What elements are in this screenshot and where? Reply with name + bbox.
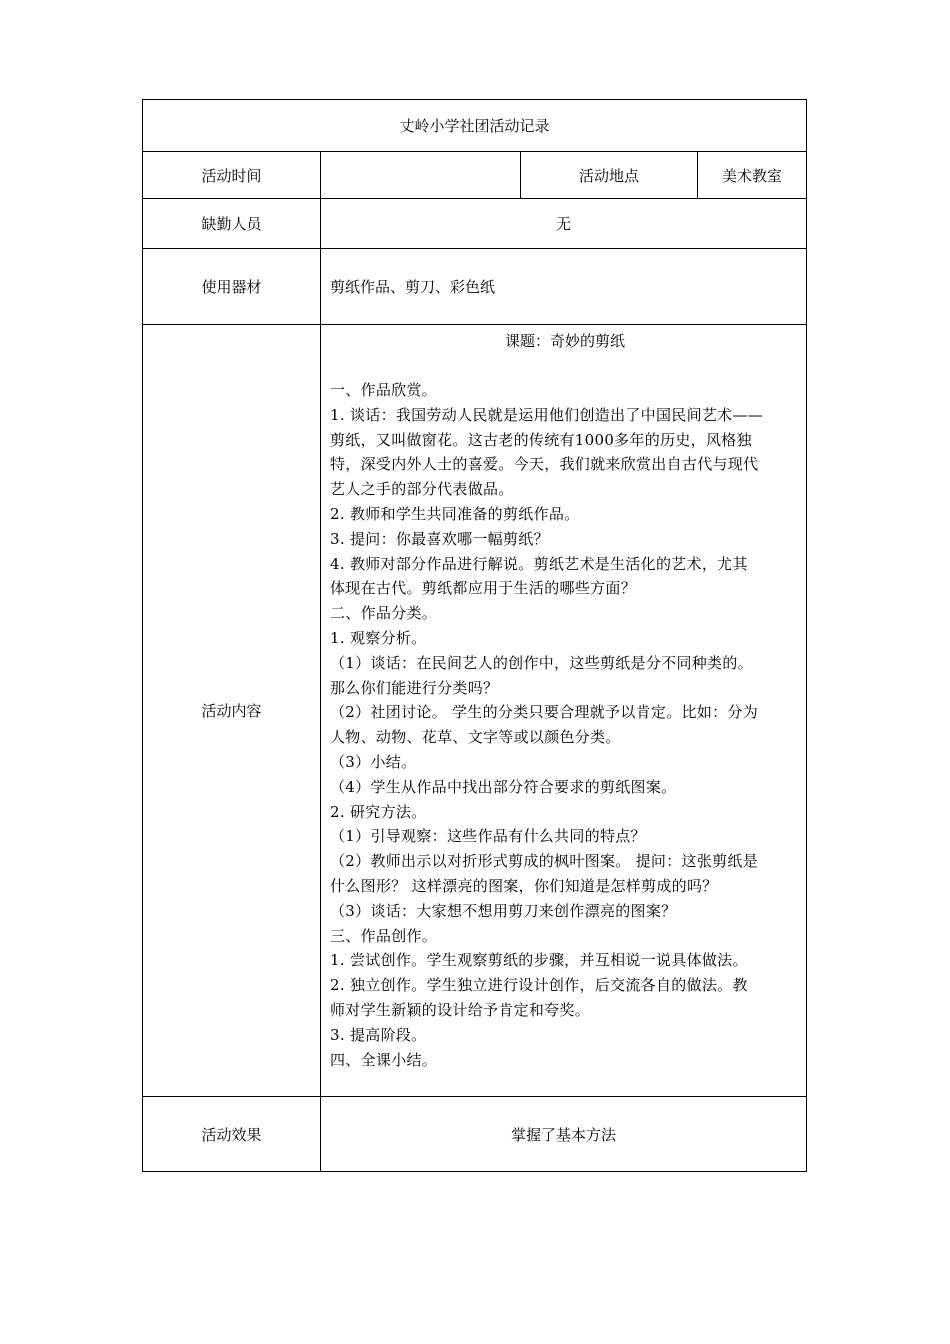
content-line: 那么你们能进行分类吗？ [330, 678, 499, 697]
content-line: 2. 独立创作。学生独立进行设计创作，后交流各自的做法。教 [330, 976, 748, 995]
content-line: 3. 提高阶段。 [330, 1025, 427, 1044]
content-line: 二、作品分类。 [330, 604, 438, 623]
time-value [321, 152, 521, 199]
effect-value: 掌握了基本方法 [321, 1097, 807, 1172]
content-line: 1. 谈话：我国劳动人民就是运用他们创造出了中国民间艺术—— [330, 405, 764, 424]
content-line: 剪纸，又叫做窗花。这古老的传统有1000多年的历史，风格独 [330, 430, 752, 449]
equipment-label: 使用器材 [143, 249, 321, 325]
content-line: 艺人之手的部分代表做品。 [330, 480, 514, 499]
content-line: 2. 研究方法。 [330, 802, 427, 821]
content-line: （1）引导观察：这些作品有什么共同的特点？ [330, 827, 646, 846]
location-label: 活动地点 [521, 152, 698, 199]
content-line: 特，深受内外人士的喜爱。今天，我们就来欣赏出自古代与现代 [330, 455, 759, 474]
content-line: 一、作品欣赏。 [330, 381, 438, 399]
absent-label: 缺勤人员 [143, 199, 321, 249]
content-line: （3）小结。 [330, 752, 417, 771]
location-value: 美术教室 [698, 152, 807, 199]
record-title: 丈岭小学社团活动记录 [143, 100, 807, 152]
content-line: （2）社团讨论。 学生的分类只要合理就予以肯定。比如：分为 [330, 703, 759, 722]
spacer [330, 354, 800, 378]
content-line: 1. 尝试创作。学生观察剪纸的步骤，并互相说一说具体做法。 [330, 951, 748, 970]
content-line: 师对学生新颖的设计给予肯定和夸奖。 [330, 1000, 591, 1019]
equipment-value: 剪纸作品、剪刀、彩色纸 [321, 249, 807, 325]
content-label: 活动内容 [143, 325, 321, 1097]
effect-label: 活动效果 [143, 1097, 321, 1172]
content-line: 人物、动物、花草、文字等或以颜色分类。 [330, 728, 621, 747]
time-label: 活动时间 [143, 152, 321, 199]
lesson-title: 课题：奇妙的剪纸 [505, 332, 626, 350]
content-cell [321, 325, 807, 1097]
content-line: 四、全课小结。 [330, 1050, 438, 1069]
content-line: （3）谈话：大家想不想用剪刀来创作漂亮的图案？ [330, 901, 677, 920]
content-line: 什么图形？ 这样漂亮的图案，你们知道是怎样剪成的吗？ [330, 876, 718, 895]
content-line: 三、作品创作。 [330, 926, 438, 945]
content-line: 3. 提问：你最喜欢哪一幅剪纸？ [330, 529, 549, 548]
content-line: （2）教师出示以对折形式剪成的枫叶图案。 提问：这张剪纸是 [330, 852, 759, 871]
content-line: 体现在古代。剪纸都应用于生活的哪些方面？ [330, 579, 637, 598]
activity-record-table [142, 99, 807, 1172]
content-line: （1）谈话：在民间艺人的创作中，这些剪纸是分不同种类的。 [330, 653, 753, 672]
absent-value: 无 [321, 199, 807, 249]
content-line: （4）学生从作品中找出部分符合要求的剪纸图案。 [330, 777, 677, 796]
content-lines [330, 378, 800, 1072]
content-line: 1. 观察分析。 [330, 628, 427, 647]
content-line: 4. 教师对部分作品进行解说。剪纸艺术是生活化的艺术，尤其 [330, 554, 748, 573]
content-line: 2. 教师和学生共同准备的剪纸作品。 [330, 504, 580, 523]
